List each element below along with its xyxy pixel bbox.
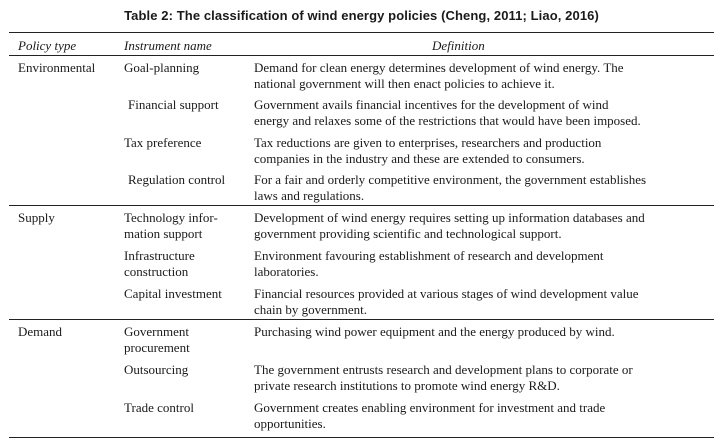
table-caption: Table 2: The classification of wind energy policies (Cheng, 2011; Liao, 2016) — [124, 8, 599, 23]
group-rule — [9, 205, 714, 206]
instrument-name: Trade control — [124, 400, 194, 415]
definition: Purchasing wind power equipment and the energy produced by wind. — [254, 324, 615, 339]
policy-type-supply: Supply — [18, 210, 55, 225]
policy-type-demand: Demand — [18, 324, 63, 339]
instrument-name: Goal-planning — [124, 60, 200, 75]
definition: The government entrusts research and development plans to corporate or private research institutions to promote wind energy R&D. — [254, 362, 633, 393]
definition: Demand for clean energy determines development of wind energy. The national government will then enact policies to achieve it. — [254, 60, 624, 91]
header-definition: Definition — [432, 38, 485, 53]
definition: Development of wind energy requires setting up information databases and government providing scientific and technological support. — [254, 210, 645, 241]
bottom-rule — [9, 437, 714, 438]
definition: Tax reductions are given to enterprises, researchers and production companies in the industry and these are extended to consumers. — [254, 135, 602, 166]
group-rule — [9, 319, 714, 320]
instrument-name: Government procurement — [124, 324, 190, 355]
instrument-name: Technology infor- mation support — [124, 210, 218, 241]
instrument-name: Capital investment — [124, 286, 222, 301]
instrument-name: Outsourcing — [124, 362, 189, 377]
header-rule — [9, 55, 714, 56]
definition: Financial resources provided at various stages of wind development value chain by government. — [254, 286, 639, 317]
definition: Environment favouring establishment of research and development laboratories. — [254, 248, 604, 279]
header-policy-type: Policy type — [18, 38, 77, 53]
instrument-name: Financial support — [128, 97, 219, 112]
instrument-name: Tax preference — [124, 135, 202, 150]
header-instrument-name: Instrument name — [124, 38, 212, 53]
policy-type-environmental: Environmental — [18, 60, 96, 75]
instrument-name: Regulation control — [128, 172, 226, 187]
instrument-name: Infrastructure construction — [124, 248, 195, 279]
top-rule — [9, 32, 714, 33]
definition: For a fair and orderly competitive environment, the government establishes laws and regulations. — [254, 172, 647, 203]
definition: Government avails financial incentives for the development of wind energy and relaxes some of the restrictions that would have been imposed. — [254, 97, 641, 128]
definition: Government creates enabling environment for investment and trade opportunities. — [254, 400, 606, 431]
